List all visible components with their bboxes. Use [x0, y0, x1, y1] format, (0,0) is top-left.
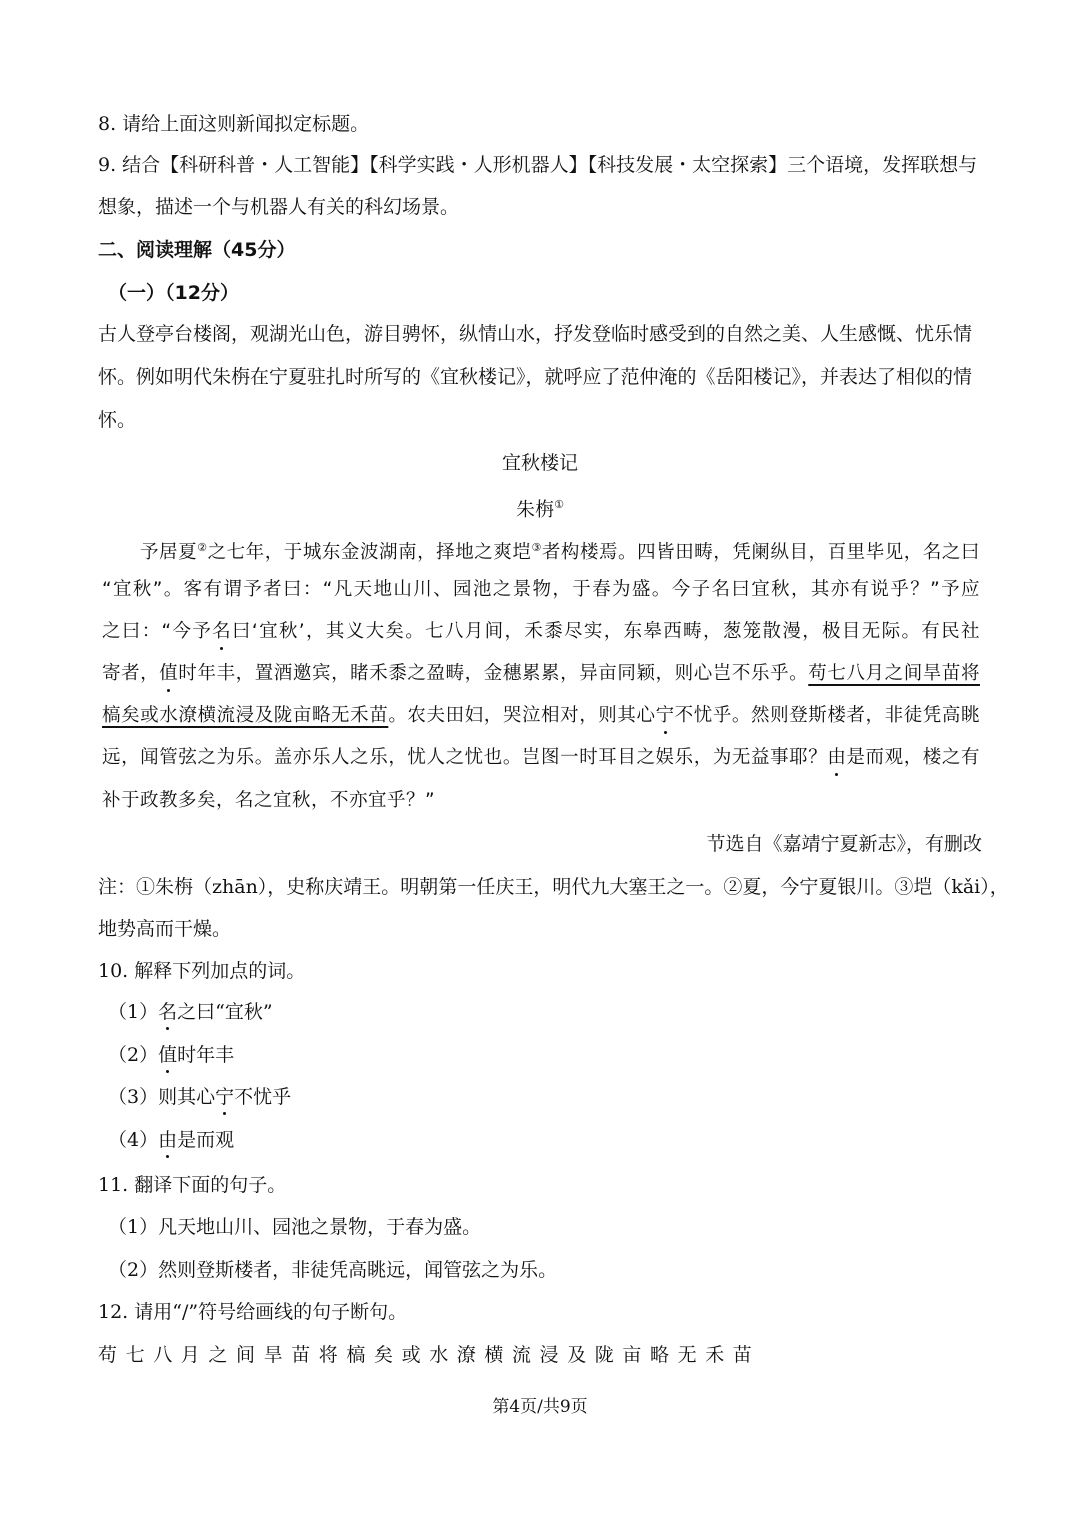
- dotted-word: 值: [158, 1040, 177, 1070]
- passage-text: 之七年，于城东金波湖南，择地之爽垲: [207, 542, 532, 564]
- intro-line-2: 怀。例如明代朱栴在宁夏驻扎时所写的《宜秋楼记》，就呼应了范仲淹的《岳阳楼记》，并表达了相似的情: [98, 366, 973, 388]
- question-11-item-1: （1）凡天地山川、园池之景物，于春为盛。: [108, 1216, 482, 1238]
- question-12-title: 12. 请用“/”符号给画线的句子断句。: [98, 1301, 408, 1323]
- item-text: 之曰“宜秋”: [177, 1001, 273, 1023]
- passage-line-3: [102, 617, 980, 647]
- intro-line-1: 古人登亭台楼阁，观湖光山色，游目骋怀，纵情山水，抒发登临时感受到的自然之美、人生感慨、忧乐情: [98, 323, 973, 345]
- question-8: 8. 请给上面这则新闻拟定标题。: [98, 113, 370, 135]
- intro-line-3: 怀。: [98, 409, 137, 431]
- dotted-word: 名: [158, 997, 177, 1027]
- author-footnote-mark: ①: [554, 498, 564, 511]
- question-11-item-2: （2）然则登斯楼者，非徒凭高眺远，闻管弦之为乐。: [108, 1259, 558, 1281]
- dotted-word: 宁: [215, 1082, 234, 1112]
- item-number: （2）: [108, 1044, 159, 1066]
- question-10-item-3: [108, 1082, 988, 1112]
- passage-line-1: [140, 533, 980, 568]
- footnote-mark-2: ②: [197, 541, 208, 554]
- dotted-word: 由: [158, 1125, 177, 1155]
- question-10-item-4: [108, 1125, 988, 1155]
- passage-line-4: [102, 659, 980, 689]
- question-10-item-2: [108, 1040, 988, 1070]
- passage-text: 是而观，楼之有: [846, 747, 980, 768]
- underlined-sentence-part-1: 苟七八月之间旱苗将: [808, 663, 980, 684]
- notes-line-2: 地势高而干燥。: [98, 918, 232, 940]
- passage-text: 时年丰，置酒邀宾，睹禾黍之盈畴，金穗累累，异亩同颖，则心岂不乐乎。: [178, 663, 809, 684]
- question-9-line-1: 9. 结合【科研科普・人工智能】【科学实践・人形机器人】【科技发展・太空探索】三个语境，发挥联想与: [98, 154, 978, 176]
- question-12-sentence: 苟七八月之间旱苗将槁矣或水潦横流浸及陇亩略无禾苗: [98, 1344, 761, 1366]
- passage-line-5: [102, 701, 980, 731]
- footnote-mark-3: ③: [531, 541, 542, 554]
- notes-line-1: 注：①朱栴（zhān），史称庆靖王。明朝第一任庆王，明代九大塞王之一。②夏，今宁夏银川。③垲（kǎi），: [98, 876, 1009, 898]
- dotted-word: 宁: [656, 701, 675, 731]
- item-number: （1）: [108, 1001, 159, 1023]
- page-footer: 第4页/共9页: [492, 1397, 588, 1417]
- item-text: 是而观: [177, 1129, 235, 1151]
- passage-text: 不忧乎。然则登斯楼者，非徒凭高眺: [674, 705, 980, 726]
- passage-text: 予居夏: [140, 542, 198, 564]
- passage-line-7: 补于政教多矣，名之宜秋，不亦宜乎？”: [102, 790, 436, 811]
- dotted-word: 由: [827, 743, 846, 773]
- passage-line-6: [102, 743, 980, 773]
- passage-text: 寄者，: [102, 663, 160, 684]
- dotted-word: 名: [212, 617, 231, 647]
- question-11-title: 11. 翻译下面的句子。: [98, 1174, 287, 1196]
- section-2-title: 二、阅读理解（45分）: [98, 239, 296, 261]
- passage-title: 宜秋楼记: [501, 452, 578, 474]
- part-1-title: （一）（12分）: [108, 282, 239, 304]
- passage-author: [0, 490, 1080, 524]
- item-number: （4）: [108, 1129, 159, 1151]
- passage-text: 远，闻管弦之为乐。盖亦乐人之乐，忧人之忧也。岂图一时耳目之娱乐，为无益事耶？: [102, 747, 828, 768]
- passage-text: 曰‘宜秋’，其义大矣。七八月间，禾黍尽实，东皋西畴，葱笼散漫，极目无际。有民社: [231, 621, 980, 642]
- item-text: 不忧乎: [234, 1086, 292, 1108]
- underlined-sentence-part-2: 槁矣或水潦横流浸及陇亩略无禾苗: [102, 705, 389, 726]
- question-10-title: 10. 解释下列加点的词。: [98, 960, 306, 982]
- item-number: （3）: [108, 1086, 159, 1108]
- question-9-line-2: 想象，描述一个与机器人有关的科幻场景。: [98, 196, 460, 218]
- passage-text: 之曰：“今予: [102, 621, 213, 642]
- passage-text: 者构楼焉。四皆田畴，凭阑纵目，百里毕见，名之曰: [541, 542, 980, 564]
- passage-text: 。农夫田妇，哭泣相对，则其心: [388, 705, 656, 726]
- author-name: 朱栴: [516, 498, 555, 521]
- passage-source: 节选自《嘉靖宁夏新志》，有删改: [706, 833, 982, 855]
- passage-line-2: “宜秋”。客有谓予者曰：“凡天地山川、园池之景物，于春为盛。今子名曰宜秋，其亦有说乎？”予应: [102, 579, 980, 600]
- dotted-word: 值: [159, 659, 178, 689]
- item-text: 则其心: [158, 1086, 216, 1108]
- item-text: 时年丰: [177, 1044, 235, 1066]
- question-10-item-1: [108, 997, 988, 1027]
